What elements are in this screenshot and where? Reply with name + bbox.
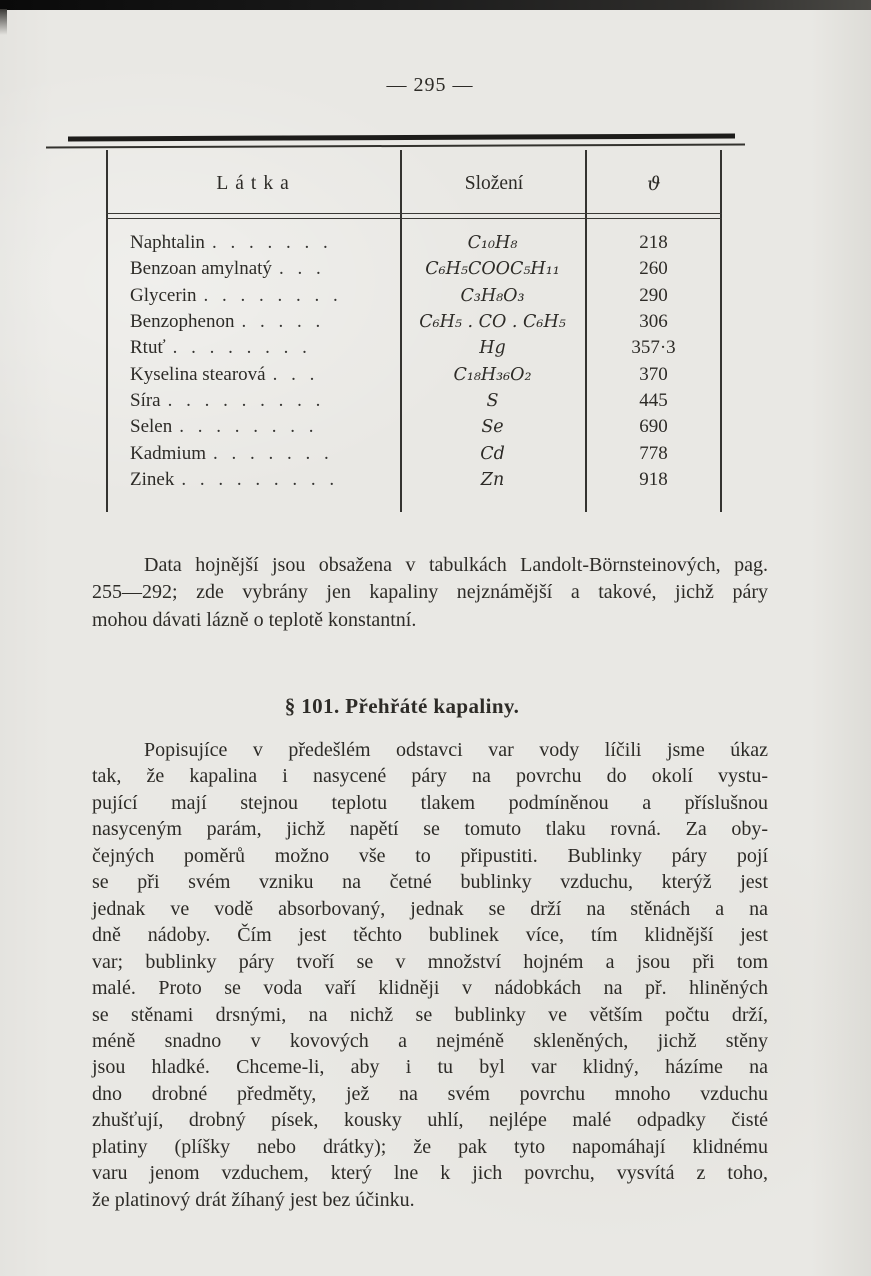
table-top-rule-thick [68,134,735,141]
body-line: se stěnami drsnými, na nichž se bublinky ve větším počtu drží, [92,1003,768,1026]
substance-formula: C₁₈H₃₆O₂ [453,364,532,385]
body-line: zhušťují, drobný písek, kousky uhlí, nejlépe malé odpadky čisté [92,1109,768,1132]
substance-name: Síra [130,389,161,411]
substance-formula: Se [481,417,504,438]
boiling-point-table [106,150,722,512]
table-rows [106,230,722,493]
leader-dots: . . . . . . . . [203,284,343,306]
page-number: — 295 — [386,74,474,96]
leader-dots: . . . . . [241,311,325,333]
leader-dots: . . . [278,258,326,280]
table-row [106,414,722,440]
substance-cell [106,390,400,412]
substance-cell [106,469,400,491]
column-header-latka: Látka [216,173,296,194]
table-row [106,335,722,361]
header-separator-line-1 [106,213,722,214]
body-line: jednak ve vodě absorbovaný, jednak se drží na stěnách a na [92,897,768,920]
table-top-rule-thin [46,143,745,148]
substance-formula: C₆H₅ . CO . C₆H₅ [419,312,566,333]
substance-formula: C₁₀H₈ [467,233,518,254]
body-line: dno drobné předměty, jež na svém povrchu mnoho vzduchu [92,1082,768,1105]
table-row [106,309,722,335]
substance-formula: Zn [480,469,505,490]
substance-cell [106,416,400,438]
substance-cell [106,232,400,254]
table-row [106,230,722,256]
note-line: 255—292; zde vybrány jen kapaliny nejznámější a takové, jichž páry [92,581,768,604]
substance-name: Naphtalin [130,232,205,254]
substance-theta-value: 370 [639,363,668,385]
section-heading: § 101. Přehřáté kapaliny. [284,694,520,718]
substance-name: Zinek [130,468,175,490]
table-row [106,283,722,309]
substance-formula: Cd [480,443,505,464]
substance-theta-value: 290 [639,284,668,306]
body-line: var; bublinky páry tvoří se v množství hojném a jsou při tom [92,950,768,973]
note-line: mohou dávati lázně o teplotě konstantní. [92,608,417,631]
body-line: nasyceným parám, jichž napětí se tomuto tlaku rovná. Za oby- [92,818,768,841]
leader-dots: . . . . . . . . [172,337,312,359]
leader-dots: . . . . . . . . . [167,389,325,411]
substance-cell [106,364,400,386]
substance-theta-value: 690 [639,416,668,438]
body-line: malé. Proto se voda vaří klidněji v nádobkách na př. hliněných [92,977,768,1000]
note-line: Data hojnější jsou obsažena v tabulkách Landolt-Börnsteinových, pag. [144,554,768,576]
body-line: dně nádoby. Čím jest těchto bublinek více, tím klidnější jest [92,924,768,947]
leader-dots: . . . . . . . [211,232,333,254]
substance-theta-value: 218 [639,232,668,254]
column-header-theta: ϑ [647,173,661,195]
substance-theta-value: 778 [639,442,668,464]
table-row [106,256,722,282]
note-paragraph [92,552,768,634]
substance-formula: C₃H₈O₃ [460,285,525,306]
substance-name: Rtuť [130,337,166,359]
substance-cell [106,311,400,333]
body-line: čejných poměrů možno vše to připustiti. Bublinky páry pojí [92,844,768,867]
substance-name: Selen [130,416,173,438]
substance-cell [106,337,400,359]
body-line: varu jenom vzduchem, který lne k jich povrchu, vysvítá z toho, [92,1162,768,1185]
substance-theta-value: 260 [639,258,668,280]
substance-formula: C₆H₅COOC₅H₁₁ [425,259,560,280]
substance-theta-value: 918 [639,468,668,490]
body-line: tak, že kapalina i nasycené páry na povrchu do okolí vystu- [92,765,768,788]
substance-cell [106,443,400,465]
body-line: jsou hladké. Chceme-li, aby i tu byl var klidný, házíme na [92,1056,768,1079]
leader-dots: . . . . . . . . . [181,468,339,490]
substance-name: Glycerin [130,284,197,306]
substance-theta-value: 306 [639,311,668,333]
body-line: Popisujíce v předešlém odstavci var vody líčili jsme úkaz [144,739,768,761]
scan-edge-notch [0,9,7,35]
body-line: platiny (plíšky nebo drátky); že pak tyto napomáhají klidnému [92,1135,768,1158]
header-separator-line-2 [106,218,722,219]
table-row [106,467,722,493]
table-header-row [106,162,722,206]
substance-formula: S [486,390,499,411]
body-line: pující mají stejnou teplotu tlakem podmíněnou a příslušnou [92,791,768,814]
substance-name: Kadmium [130,442,206,464]
body-paragraph [92,737,768,1213]
scan-edge-band [0,0,871,10]
substance-theta-value: 445 [639,389,668,411]
leader-dots: . . . . . . . [213,442,334,464]
table-row [106,440,722,466]
substance-theta-value: 357·3 [631,337,676,359]
substance-cell [106,285,400,307]
leader-dots: . . . [272,363,319,385]
table-row [106,361,722,387]
leader-dots: . . . . . . . . [179,416,318,438]
substance-name: Benzophenon [130,311,235,333]
body-line: méně snadno v kovových a nejméně skleněných, jichž stěny [92,1029,768,1052]
table-row [106,388,722,414]
body-line: že platinový drát žíhaný jest bez účinku. [92,1188,415,1211]
substance-formula: Hg [479,338,506,359]
body-line: se při svém vzniku na četné bublinky vzduchu, kterýž jest [92,871,768,894]
substance-name: Benzoan amylnatý [130,258,272,280]
column-header-slozeni: Složení [464,173,524,194]
substance-cell [106,258,400,280]
substance-name: Kyselina stearová [130,363,266,385]
